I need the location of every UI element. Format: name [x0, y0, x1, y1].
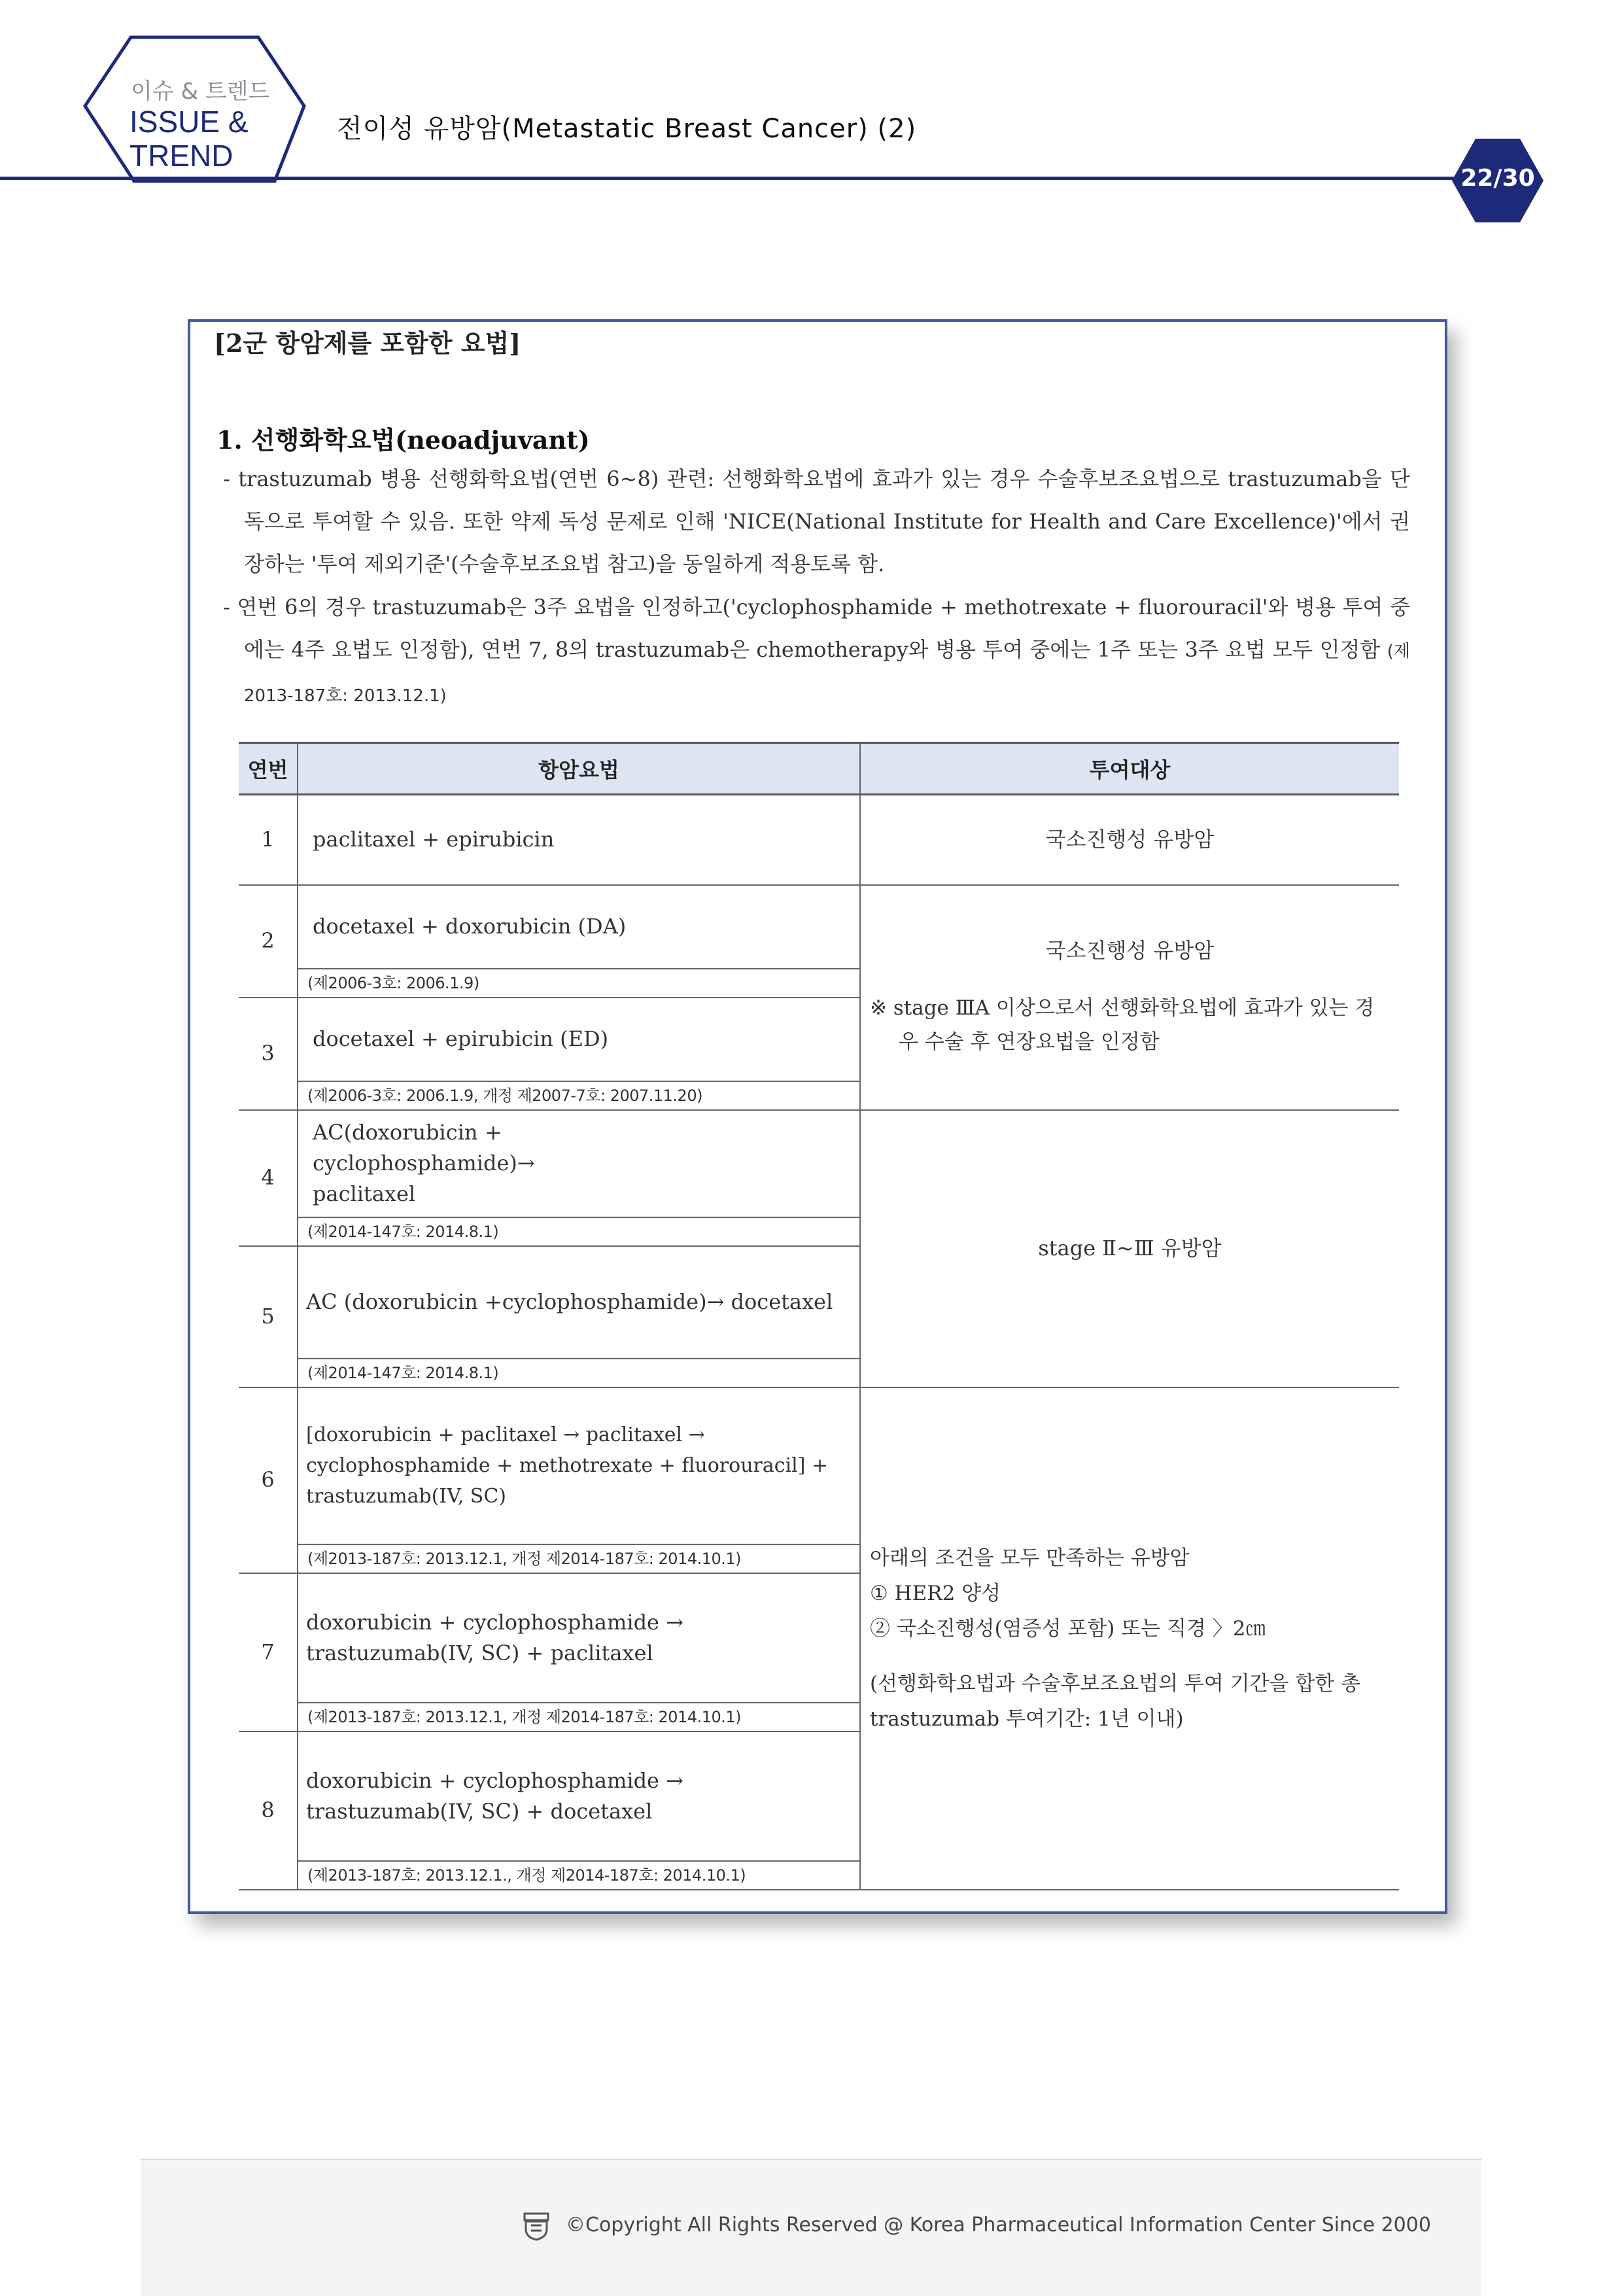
logo-issue-trend — [129, 105, 249, 173]
table-row — [239, 1387, 1399, 1544]
target-duration-note: (선행화학요법과 수술후보조요법의 투여 기간을 합한 총 trastuzumab 투여기간: 1년 이내) — [870, 1671, 1361, 1731]
row-number: 5 — [239, 1246, 298, 1387]
row-number: 3 — [239, 998, 298, 1110]
paragraph-2-ref: (제2013-187호: 2013.12.1) — [244, 642, 1411, 706]
table-row — [239, 795, 1399, 885]
target-heading: 아래의 조건을 모두 만족하는 유방암 — [870, 1546, 1190, 1570]
row-number: 8 — [239, 1731, 298, 1890]
logo-korean-label: 이슈 & 트렌드 — [131, 78, 270, 105]
table-header-row — [239, 743, 1399, 795]
page-number: 22/30 — [1460, 165, 1535, 192]
copyright-text: ©Copyright All Rights Reserved @ Korea Pharmaceutical Information Center Since 2000 — [566, 2214, 1431, 2236]
target-cell — [860, 885, 1399, 1110]
header-rule — [0, 177, 1488, 180]
paragraph-2-text — [223, 586, 1410, 718]
paragraph-1 — [223, 458, 1410, 585]
target-condition-1: ① HER2 양성 — [870, 1581, 1001, 1605]
regimen-cell: docetaxel + doxorubicin (DA) — [298, 885, 860, 969]
target-text: 국소진행성 유방암 — [1045, 938, 1215, 963]
regimen-cell: AC(doxorubicin + cyclophosphamide)→ paclitaxel — [298, 1110, 860, 1217]
paragraph-2-main: - 연번 6의 경우 trastuzumab은 3주 요법을 인정하고('cyclophosphamide + methotrexate + fluorouracil'와 병용 투여 중에는 4주 요법도 인정함), 연번 7, 8의 trastuzumab은 chemotherapy와 병용 투여 중에는 1주 또는 3주 요법 모두 인정함 — [223, 595, 1410, 662]
logo-line-2: TREND — [129, 139, 233, 173]
regimen-cell: paclitaxel + epirubicin — [298, 795, 860, 885]
row-number: 6 — [239, 1387, 298, 1573]
regulation-note: (제2006-3호: 2006.1.9, 개정 제2007-7호: 2007.11.20) — [298, 1081, 860, 1110]
target-cell: stage Ⅱ~Ⅲ 유방암 — [860, 1110, 1399, 1387]
document-image-frame — [188, 319, 1447, 1914]
regimen-cell: doxorubicin + cyclophosphamide → trastuzumab(IV, SC) + docetaxel — [298, 1731, 860, 1861]
header-cell-target: 투여대상 — [860, 743, 1399, 795]
regulation-note: (제2013-187호: 2013.12.1., 개정 제2014-187호: 2014.10.1) — [298, 1861, 860, 1890]
paragraph-2 — [223, 586, 1410, 718]
row-number: 7 — [239, 1573, 298, 1731]
kpic-emblem-icon — [523, 2212, 549, 2241]
table-row — [239, 885, 1399, 969]
table-row — [239, 1110, 1399, 1217]
target-cell — [860, 1387, 1399, 1890]
section-title: 1. 선행화학요법(neoadjuvant) — [216, 425, 590, 455]
regimen-table — [239, 742, 1399, 1890]
regulation-note: (제2013-187호: 2013.12.1, 개정 제2014-187호: 2014.10.1) — [298, 1544, 860, 1573]
footer — [141, 2159, 1481, 2296]
regulation-note: (제2014-147호: 2014.8.1) — [298, 1359, 860, 1387]
page-title: 전이성 유방암(Metastatic Breast Cancer) (2) — [337, 114, 917, 144]
row-number: 4 — [239, 1110, 298, 1246]
regimen-cell: AC (doxorubicin +cyclophosphamide)→ docetaxel — [298, 1246, 860, 1359]
paragraph-1-text: - trastuzumab 병용 선행화학요법(연번 6~8) 관련: 선행화학요법에 효과가 있는 경우 수술후보조요법으로 trastuzumab을 단독으로 투여할 수 있음. 또한 약제 독성 문제로 인해 'NICE(National Institute for Health and Care Excellence)'에서 권장하는 '투여 제외기준'(수술후보조요법 참고)을 동일하게 적용토록 함. — [223, 466, 1410, 576]
header-cell-number: 연번 — [239, 743, 298, 795]
document-heading: [2군 항암제를 포함한 요법] — [214, 328, 521, 358]
row-number: 1 — [239, 795, 298, 885]
regulation-note: (제2013-187호: 2013.12.1, 개정 제2014-187호: 2014.10.1) — [298, 1703, 860, 1731]
regimen-cell: docetaxel + epirubicin (ED) — [298, 998, 860, 1081]
regimen-cell: [doxorubicin + paclitaxel → paclitaxel → cyclophosphamide + methotrexate + fluorouracil] + trastuzumab(IV, SC) — [298, 1387, 860, 1544]
target-note: ※ stage ⅢA 이상으로서 선행화학요법에 효과가 있는 경우 수술 후 연장요법을 인정함 — [870, 996, 1375, 1054]
header-cell-regimen: 항암요법 — [298, 743, 860, 795]
row-number: 2 — [239, 885, 298, 998]
target-condition-2: ② 국소진행성(염증성 포함) 또는 직경 〉2㎝ — [870, 1616, 1266, 1641]
regulation-note: (제2014-147호: 2014.8.1) — [298, 1217, 860, 1246]
regimen-cell: doxorubicin + cyclophosphamide → trastuzumab(IV, SC) + paclitaxel — [298, 1573, 860, 1703]
logo-line-1: ISSUE & — [129, 105, 249, 139]
regulation-note: (제2006-3호: 2006.1.9) — [298, 969, 860, 998]
target-cell: 국소진행성 유방암 — [860, 795, 1399, 885]
